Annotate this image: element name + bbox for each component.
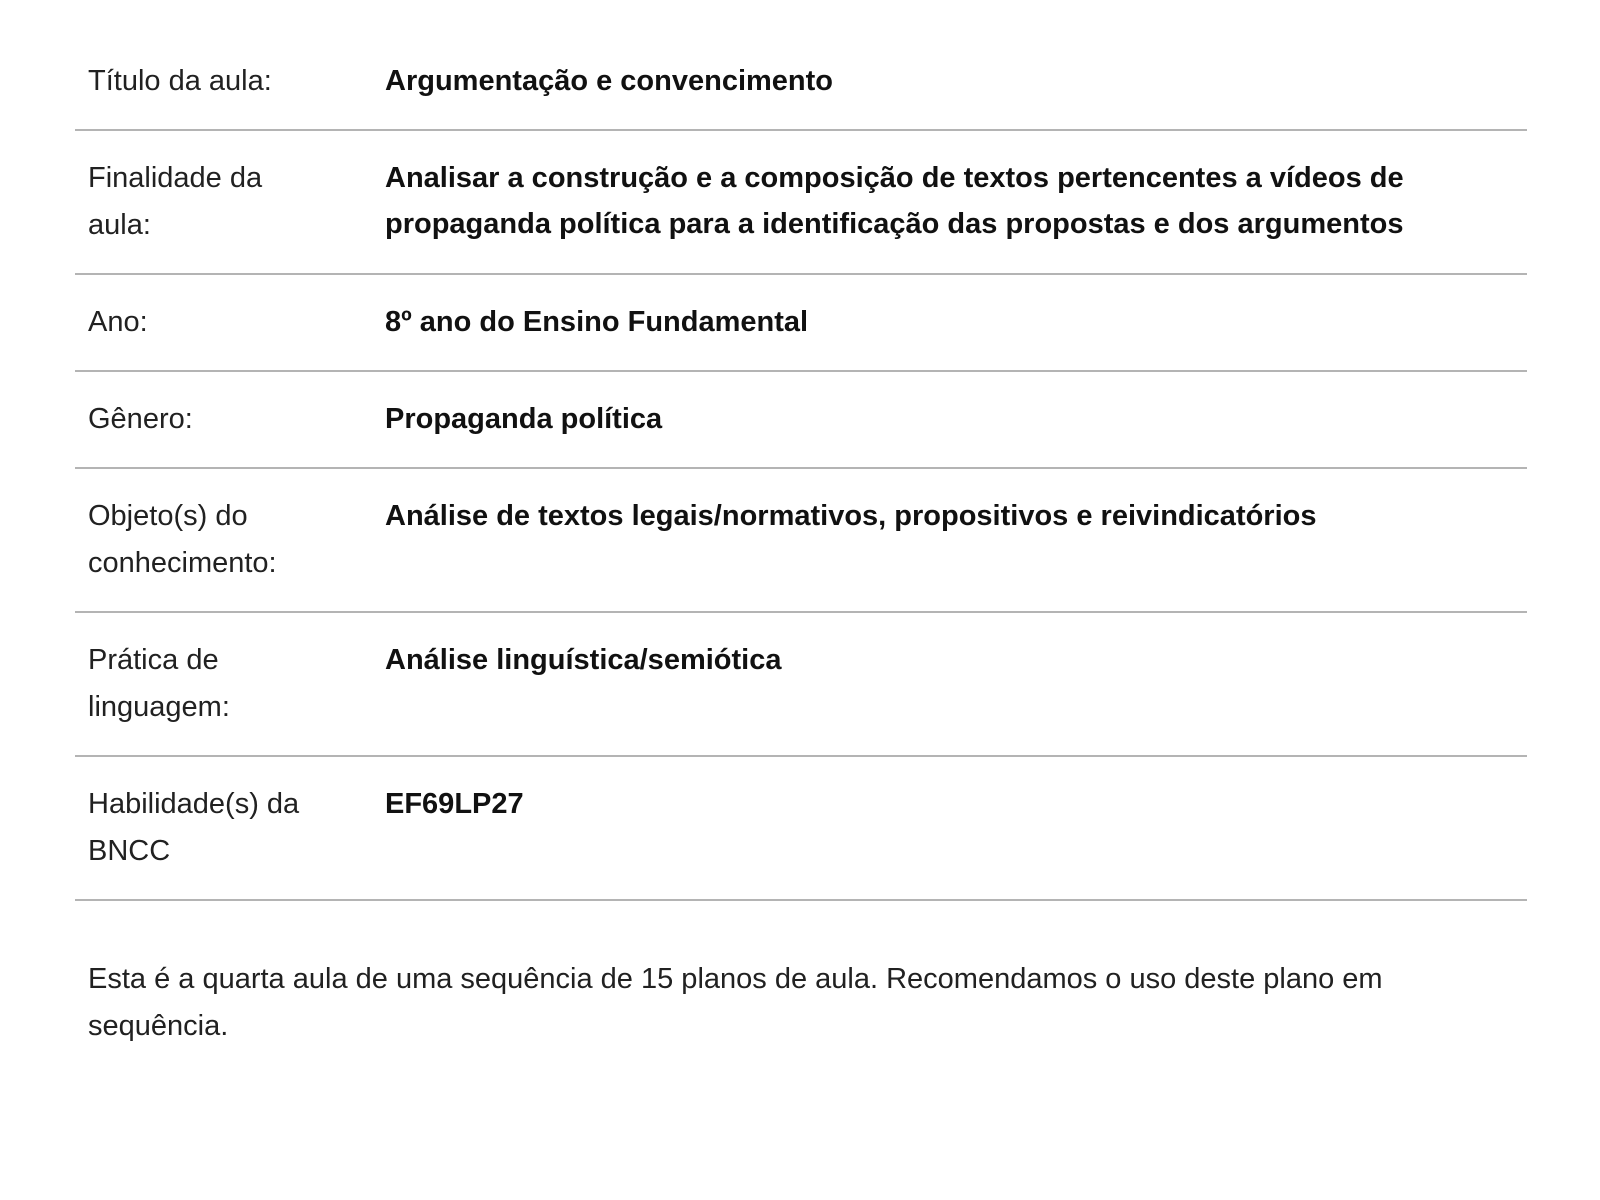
row-label: Ano: bbox=[88, 305, 148, 338]
table-row-titulo bbox=[75, 34, 1527, 131]
table-row-pratica bbox=[75, 613, 1527, 757]
row-value: 8º ano do Ensino Fundamental bbox=[385, 305, 809, 338]
table-row-ano bbox=[75, 275, 1527, 372]
row-label: Finalidade da aula: bbox=[88, 161, 263, 241]
table-row-objetos bbox=[75, 469, 1527, 613]
row-value: Análise linguística/semiótica bbox=[385, 643, 782, 676]
row-value: Argumentação e convencimento bbox=[385, 65, 833, 97]
lesson-plan-table bbox=[75, 34, 1527, 901]
row-value: Análise de textos legais/normativos, propositivos e reivindicatórios bbox=[385, 499, 1317, 532]
row-label: Gênero: bbox=[88, 402, 193, 435]
row-label: Prática de linguagem: bbox=[88, 643, 230, 723]
row-value: EF69LP27 bbox=[385, 787, 524, 820]
sequence-note: Esta é a quarta aula de uma sequência de 15 planos de aula. Recomendamos o uso deste plano em sequência. bbox=[88, 962, 1383, 1042]
row-label: Título da aula: bbox=[88, 65, 272, 97]
row-label: Habilidade(s) da BNCC bbox=[88, 787, 300, 867]
table-row-genero bbox=[75, 372, 1527, 469]
row-value: Propaganda política bbox=[385, 402, 663, 435]
table-row-finalidade bbox=[75, 131, 1527, 275]
row-label: Objeto(s) do conhecimento: bbox=[88, 499, 277, 579]
row-value: Analisar a construção e a composição de textos pertencentes a vídeos de propaganda política para a identificação das propostas e dos argumentos bbox=[385, 161, 1404, 241]
table-row-habilidade bbox=[75, 757, 1527, 901]
